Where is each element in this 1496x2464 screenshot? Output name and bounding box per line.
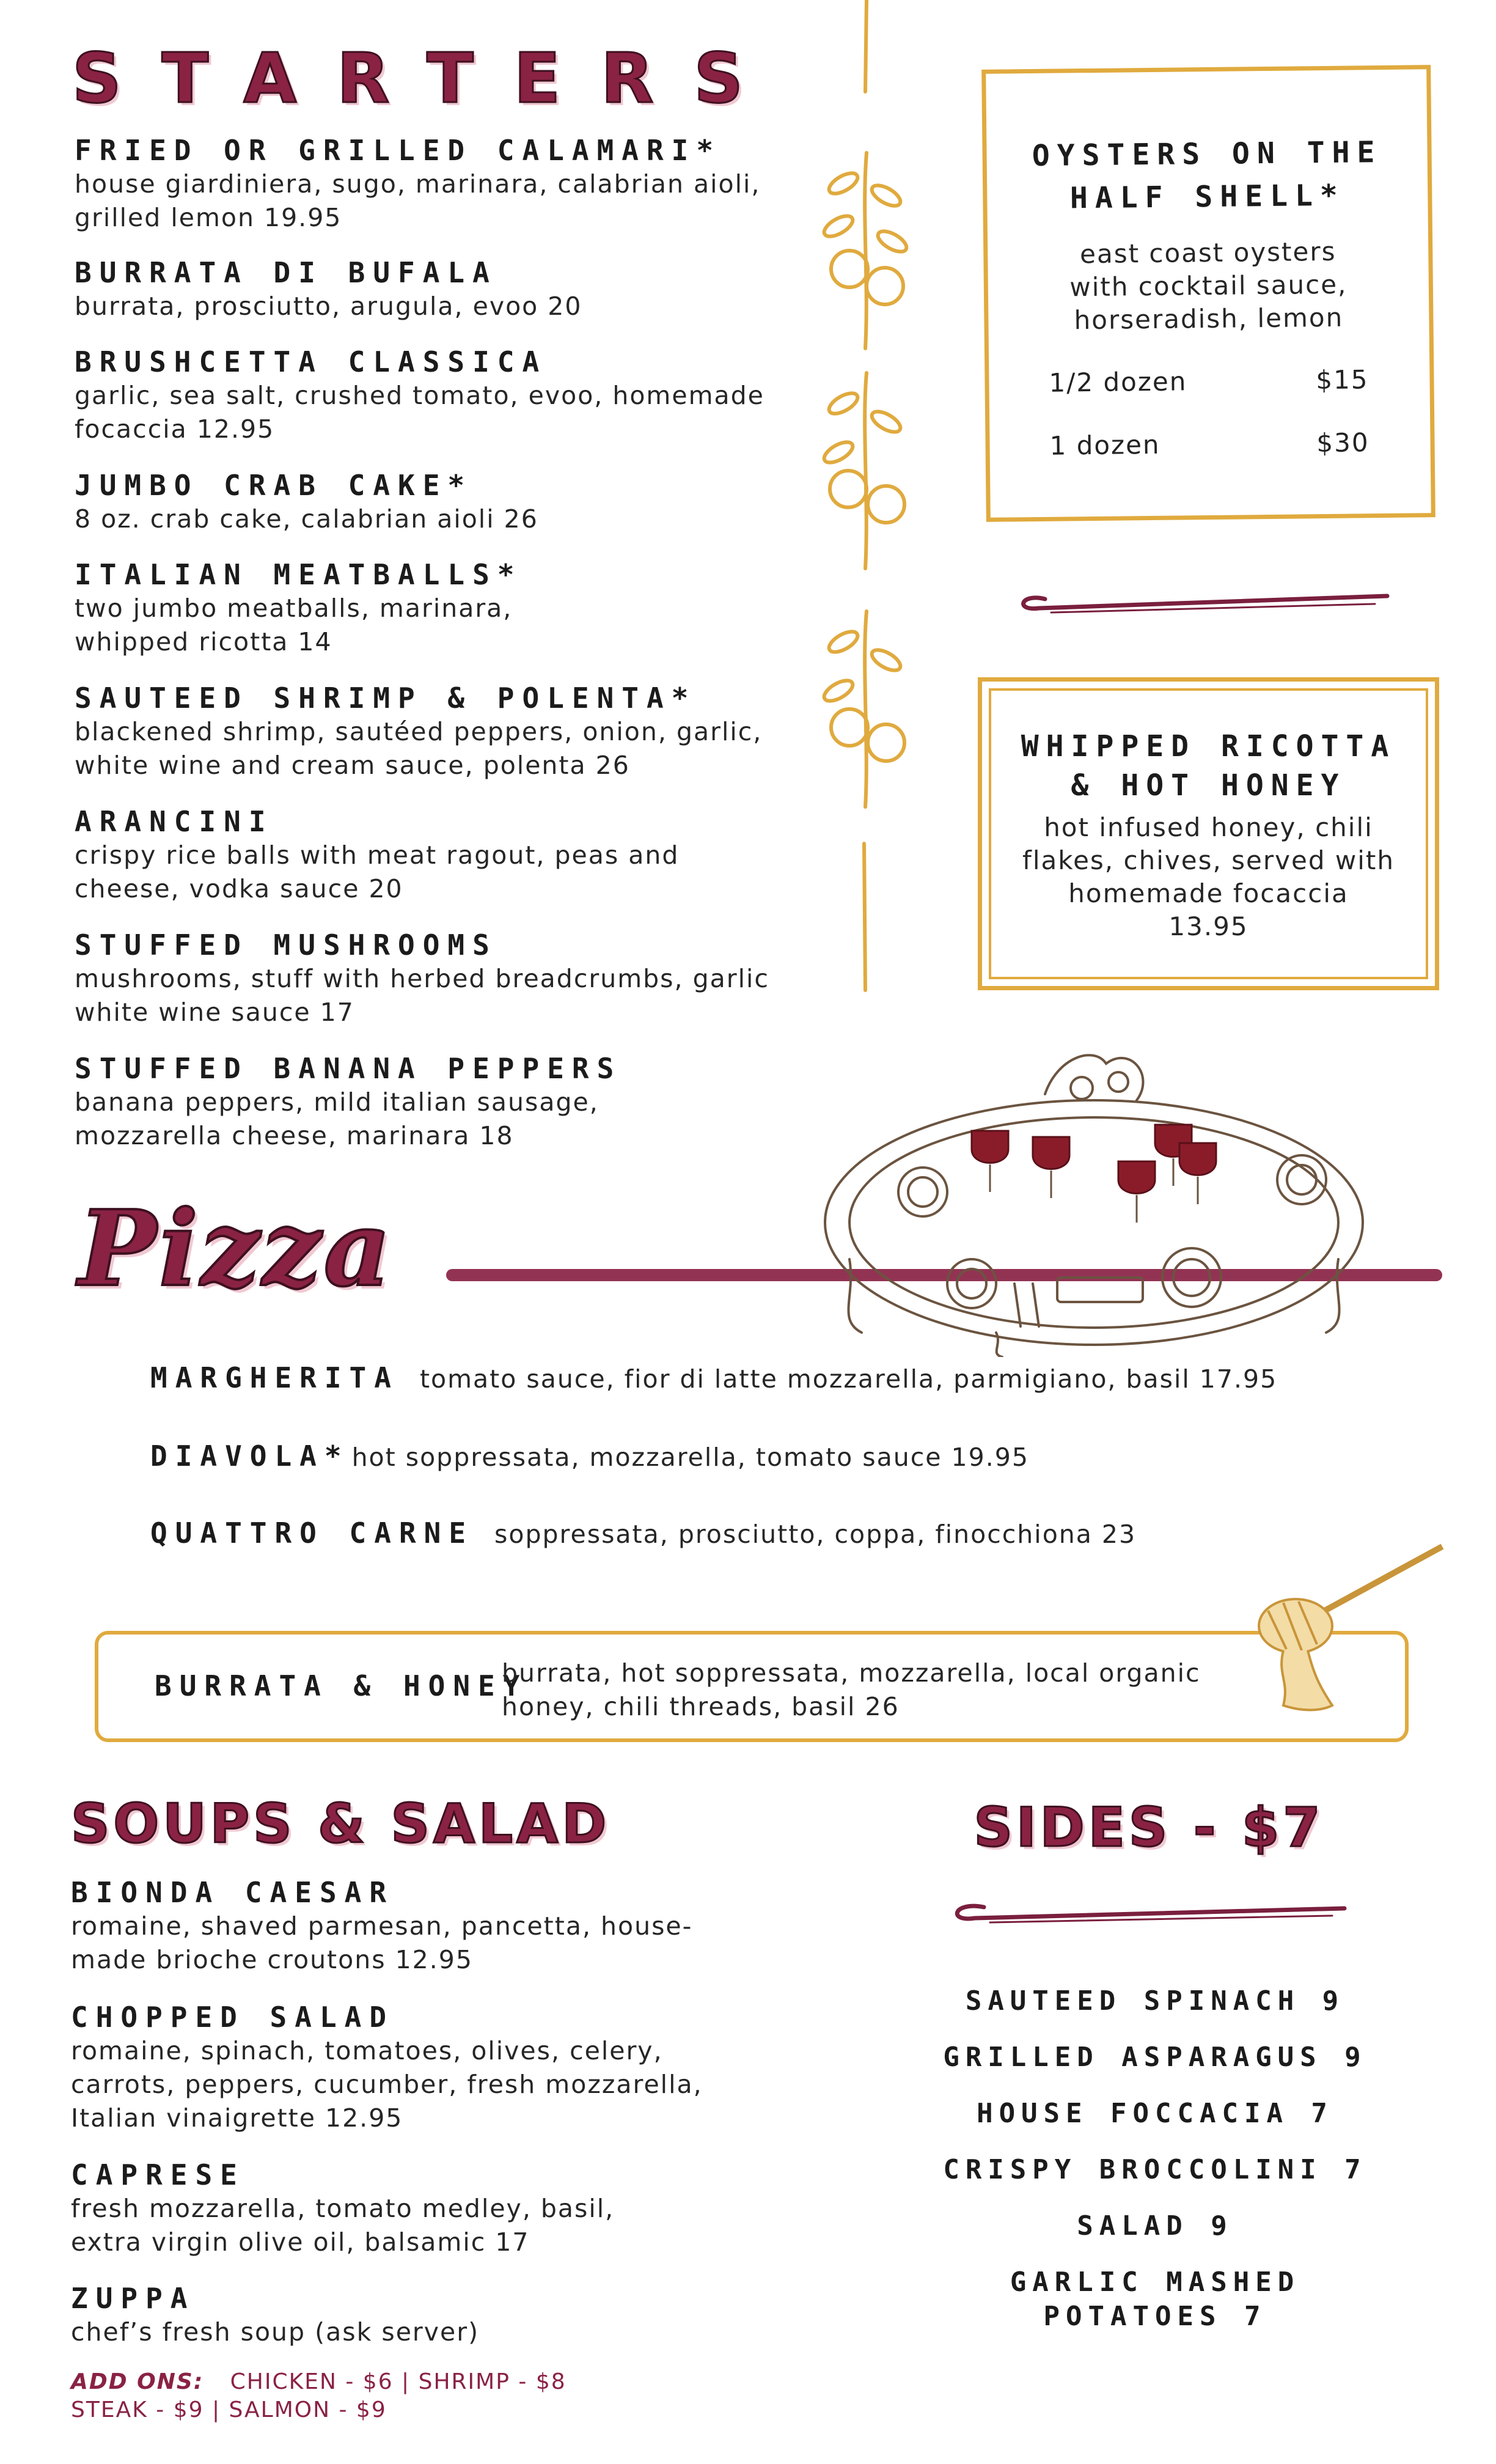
item-desc: tomato sauce, fior di latte mozzarella, parmigiano, basil 17.95 bbox=[419, 1364, 1278, 1394]
item-desc: soppressata, prosciutto, coppa, finocchiona 23 bbox=[494, 1520, 1137, 1549]
side-item: GRILLED ASPARAGUS 9 bbox=[943, 2042, 1367, 2073]
side-item: CRISPY BROCCOLINI 7 bbox=[943, 2154, 1367, 2185]
side-item: SALAD 9 bbox=[1077, 2210, 1233, 2242]
flourish-divider bbox=[941, 1889, 1357, 1932]
side-item: GARLIC MASHED POTATOES 7 bbox=[1010, 2267, 1300, 2332]
menu-item bbox=[75, 1051, 625, 1153]
oysters-desc: horseradish, lemon bbox=[1074, 302, 1344, 336]
addons-line: CHICKEN - $6 | SHRIMP - $8 bbox=[230, 2369, 566, 2394]
item-name: CHOPPED SALAD bbox=[71, 2001, 395, 2034]
oysters-desc: east coast oysters bbox=[1079, 236, 1336, 270]
honey-dipper-icon bbox=[1241, 1540, 1454, 1724]
olive-branch-icon bbox=[801, 0, 935, 1009]
item-desc: 8 oz. crab cake, calabrian aioli 26 bbox=[75, 504, 538, 534]
item-name: ITALIAN MEATBALLS* bbox=[75, 558, 522, 591]
item-name: STUFFED MUSHROOMS bbox=[75, 929, 497, 962]
item-name: BRUSHCETTA CLASSICA bbox=[75, 345, 548, 378]
special-pizza-box bbox=[95, 1631, 1409, 1742]
menu-item bbox=[75, 256, 582, 323]
menu-item bbox=[71, 2281, 479, 2349]
item-desc: honey, chili threads, basil 26 bbox=[502, 1692, 900, 1721]
item-desc: burrata, prosciutto, arugula, evoo 20 bbox=[75, 292, 582, 321]
menu-item bbox=[71, 2158, 658, 2259]
menu-item bbox=[75, 557, 563, 659]
menu-item bbox=[75, 681, 777, 782]
table-setting-illustration bbox=[813, 1039, 1375, 1357]
ricotta-title: & HOT HONEY bbox=[1071, 768, 1346, 803]
item-desc: crispy rice balls with meat ragout, peas and cheese, vodka sauce 20 bbox=[75, 840, 680, 903]
price-row bbox=[989, 364, 1429, 399]
item-name: QUATTRO CARNE bbox=[150, 1517, 474, 1550]
item-desc: mushrooms, stuff with herbed breadcrumbs, garlic white wine sauce 17 bbox=[75, 964, 769, 1027]
sides-title: SIDES - $7 bbox=[974, 1796, 1324, 1859]
price-label: 1/2 dozen bbox=[1049, 366, 1187, 398]
item-name: FRIED OR GRILLED CALAMARI* bbox=[75, 134, 722, 167]
oysters-desc: with cocktail sauce, bbox=[1069, 269, 1348, 303]
item-name: SAUTEED SHRIMP & POLENTA* bbox=[75, 682, 697, 715]
item-name: STUFFED BANANA PEPPERS bbox=[75, 1052, 622, 1085]
item-desc: fresh mozzarella, tomato medley, basil, extra virgin olive oil, balsamic 17 bbox=[71, 2194, 615, 2257]
menu-item bbox=[75, 468, 538, 536]
item-name: CAPRESE bbox=[71, 2158, 245, 2191]
item-desc: romaine, shaved parmesan, pancetta, house-made brioche croutons 12.95 bbox=[71, 1911, 693, 1974]
menu-item bbox=[75, 345, 777, 446]
pizza-item bbox=[150, 1439, 1029, 1474]
addons-label: ADD ONS: bbox=[71, 2369, 204, 2394]
price-row bbox=[989, 427, 1430, 462]
ricotta-desc: flakes, chives, served with bbox=[1022, 845, 1395, 875]
menu-item bbox=[75, 133, 777, 235]
price-value: $15 bbox=[1316, 364, 1369, 395]
pizza-title: Pizza bbox=[78, 1188, 394, 1310]
item-desc: burrata, hot soppressata, mozzarella, local organic bbox=[502, 1658, 1201, 1688]
item-name: BIONDA CAESAR bbox=[71, 1876, 395, 1909]
sides-list bbox=[923, 1984, 1387, 2334]
pizza-item bbox=[150, 1516, 1136, 1551]
addons-line: STEAK - $9 | SALMON - $9 bbox=[71, 2397, 387, 2422]
item-desc: banana peppers, mild italian sausage, mozzarella cheese, marinara 18 bbox=[75, 1087, 599, 1150]
item-name: BURRATA DI BUFALA bbox=[75, 256, 497, 289]
price-value: $30 bbox=[1316, 427, 1370, 458]
item-desc: romaine, spinach, tomatoes, olives, celery, carrots, peppers, cucumber, fresh mozzarella, Italian vinaigrette 12.95 bbox=[71, 2036, 703, 2133]
item-name: JUMBO CRAB CAKE* bbox=[75, 469, 473, 502]
ricotta-price: 13.95 bbox=[1168, 911, 1248, 941]
soups-title: SOUPS & SALAD bbox=[71, 1792, 610, 1855]
item-desc: chef’s fresh soup (ask server) bbox=[71, 2317, 480, 2347]
item-desc: hot soppressata, mozzarella, tomato sauce 19.95 bbox=[351, 1443, 1029, 1472]
ricotta-box bbox=[978, 677, 1439, 990]
menu-item bbox=[75, 928, 796, 1029]
item-name: ZUPPA bbox=[71, 2282, 196, 2315]
item-name: MARGHERITA bbox=[150, 1361, 399, 1394]
item-desc: two jumbo meatballs, marinara, whipped ricotta 14 bbox=[75, 594, 513, 656]
ricotta-desc: homemade focaccia bbox=[1068, 878, 1349, 908]
pizza-item bbox=[150, 1361, 1277, 1396]
flourish-divider bbox=[1008, 575, 1399, 623]
item-desc: blackened shrimp, sautéed peppers, onion, garlic, white wine and cream sauce, polenta 26 bbox=[75, 717, 763, 780]
price-label: 1 dozen bbox=[1049, 429, 1160, 461]
menu-item bbox=[75, 804, 722, 906]
item-name: ARANCINI bbox=[75, 805, 274, 838]
oysters-title: HALF SHELL* bbox=[1069, 178, 1346, 216]
item-name: DIAVOLA* bbox=[150, 1440, 350, 1473]
oysters-box bbox=[981, 65, 1436, 522]
starters-title: STARTERS bbox=[72, 39, 784, 119]
item-desc: garlic, sea salt, crushed tomato, evoo, homemade focaccia 12.95 bbox=[75, 381, 765, 444]
side-item: HOUSE FOCCACIA 7 bbox=[977, 2098, 1333, 2129]
side-item: SAUTEED SPINACH 9 bbox=[965, 1985, 1345, 2017]
ricotta-title: WHIPPED RICOTTA bbox=[1021, 729, 1396, 763]
menu-item bbox=[71, 2000, 719, 2135]
menu-item bbox=[71, 1875, 719, 1977]
item-desc: house giardiniera, sugo, marinara, calabrian aioli, grilled lemon 19.95 bbox=[75, 169, 761, 232]
oysters-title: OYSTERS ON THE bbox=[1032, 135, 1382, 174]
ricotta-desc: hot infused honey, chili bbox=[1044, 812, 1373, 842]
addons bbox=[71, 2368, 566, 2424]
item-name: BURRATA & HONEY bbox=[155, 1669, 528, 1702]
